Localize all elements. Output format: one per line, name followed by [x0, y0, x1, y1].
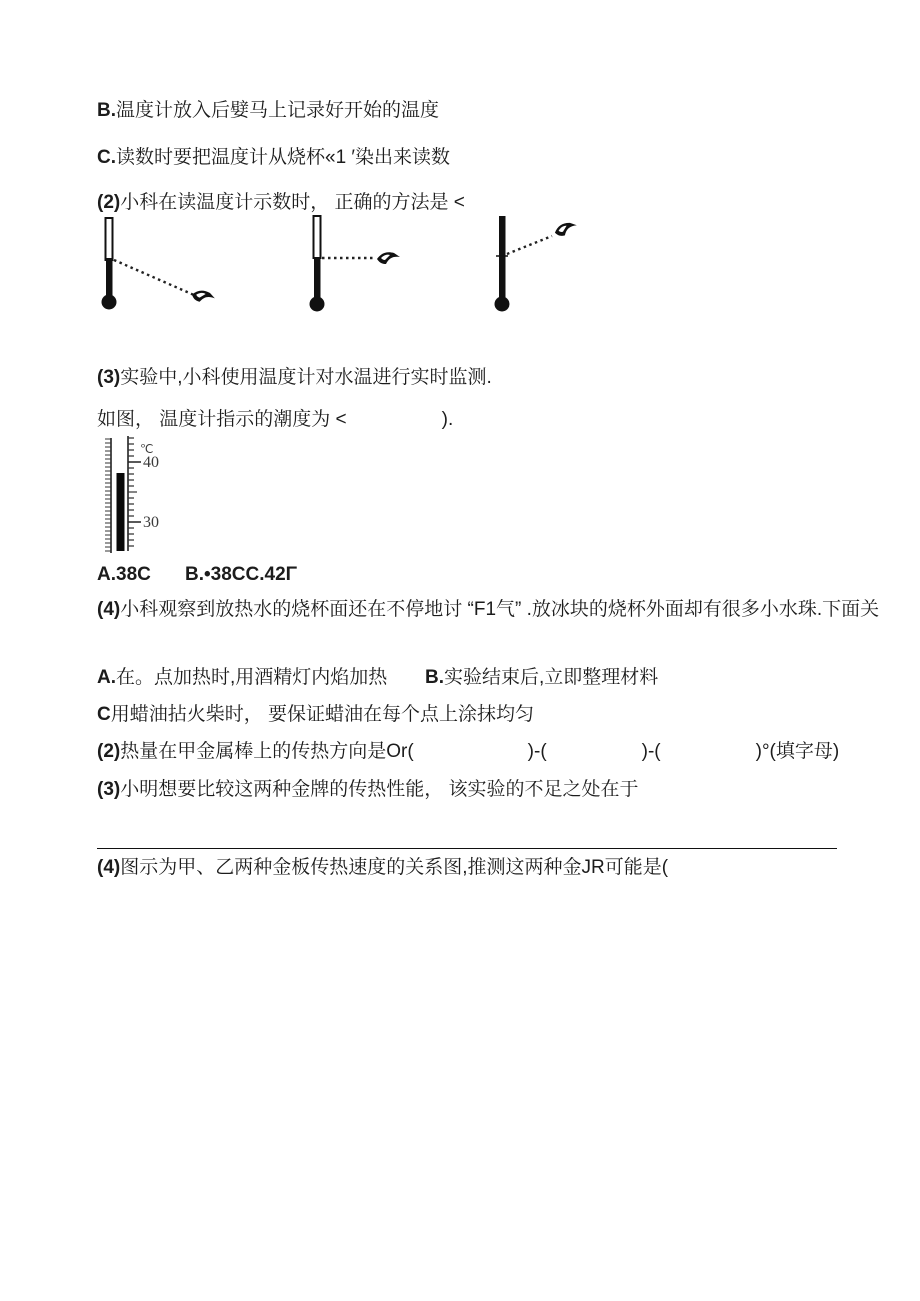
option-c-line	[97, 146, 450, 169]
sight-line	[114, 260, 194, 295]
heat-option-c-label: C	[97, 704, 111, 725]
thermometer-bulb-icon	[310, 297, 325, 312]
question-4-label: (4)	[97, 599, 121, 620]
heat-option-a-text: 在。点加热时,用酒精灯内焰加热	[116, 667, 388, 688]
eye-icon	[553, 221, 578, 238]
eye-icon	[191, 288, 216, 305]
heat-question-2-text: 热量在甲金属棒上的传热方向是Or( )-( )-( )°(填字母)	[120, 741, 840, 762]
heat-question-3-label: (3)	[97, 779, 121, 800]
thermometer-scale-figure	[100, 436, 180, 556]
heat-option-c-line	[97, 703, 534, 726]
option-b-line	[97, 99, 439, 122]
heat-option-b-label: B.	[425, 667, 444, 688]
heat-question-4-line	[97, 856, 668, 879]
question-3-text: 实验中,小科使用温度计对水温进行实时监测.	[120, 367, 492, 388]
heat-option-b-line	[425, 666, 658, 689]
heat-option-b-text: 实验结束后,立即整理材料	[444, 667, 659, 688]
thermometer-reading-diagrams	[90, 213, 600, 315]
heat-option-a-label: A.	[97, 667, 116, 688]
thermometer-tube-icon	[314, 216, 321, 258]
thermometer-liquid-icon	[499, 216, 506, 300]
tick-label-40: 40	[143, 454, 159, 471]
heat-option-c-text: 用蜡油拈火柴时， 要保证蜡油在每个点上涂抹均匀	[110, 704, 535, 725]
thermometer-figure-3	[495, 216, 579, 312]
thermometer-figure-2	[310, 216, 401, 312]
question-3-caption-text: 如图， 温度计指示的潮度为 < ).	[97, 409, 454, 430]
question-3-line	[97, 366, 492, 389]
heat-question-2-line	[97, 740, 839, 763]
thermometer-bulb-icon	[495, 297, 510, 312]
question-4-line	[97, 598, 879, 621]
option-c-label: C.	[97, 147, 116, 168]
sight-line	[507, 236, 552, 254]
question-4-text: 小科观察到放热水的烧杯面还在不停地讨 “F1气” .放冰块的烧杯外面却有很多小水珠.下面关	[120, 599, 880, 620]
thermometer-liquid-icon	[314, 257, 321, 300]
thermometer-bulb-icon	[102, 295, 117, 310]
question-3-label: (3)	[97, 367, 121, 388]
option-b-label: B.	[97, 100, 116, 121]
heat-question-2-label: (2)	[97, 741, 121, 762]
mercury-column	[117, 473, 125, 551]
heat-question-3-line	[97, 778, 639, 801]
question-2-line	[97, 191, 465, 214]
tick-label-30: 30	[143, 514, 159, 531]
fill-in-answer-line	[97, 848, 837, 849]
heat-question-4-text: 图示为甲、乙两种金板传热速度的关系图,推测这两种金JR可能是(	[120, 857, 669, 878]
option-b-text: 温度计放入后嬖马上记录好开始的温度	[116, 100, 440, 121]
question-2-label: (2)	[97, 192, 121, 213]
answer-a-option: A.38C	[97, 564, 151, 585]
heat-question-3-text: 小明想要比较这两种金牌的传热性能， 该实验的不足之处在于	[120, 779, 639, 800]
heat-question-4-label: (4)	[97, 857, 121, 878]
thermometer-liquid-icon	[106, 258, 113, 299]
answer-bc-option: B.•38CC.42Γ	[185, 564, 298, 585]
heat-option-a-line	[97, 666, 387, 689]
option-c-text: 读数时要把温度计从烧杯«1 ′染出来读数	[116, 147, 450, 168]
eye-icon	[377, 252, 400, 264]
left-fine-ticks	[105, 439, 111, 551]
unit-label: ℃	[140, 442, 154, 456]
question-2-text: 小科在读温度计示数时， 正确的方法是 <	[120, 192, 465, 213]
thermometer-tube-icon	[106, 218, 113, 260]
question-3-caption-line	[97, 408, 453, 431]
thermometer-figure-1	[102, 218, 217, 310]
